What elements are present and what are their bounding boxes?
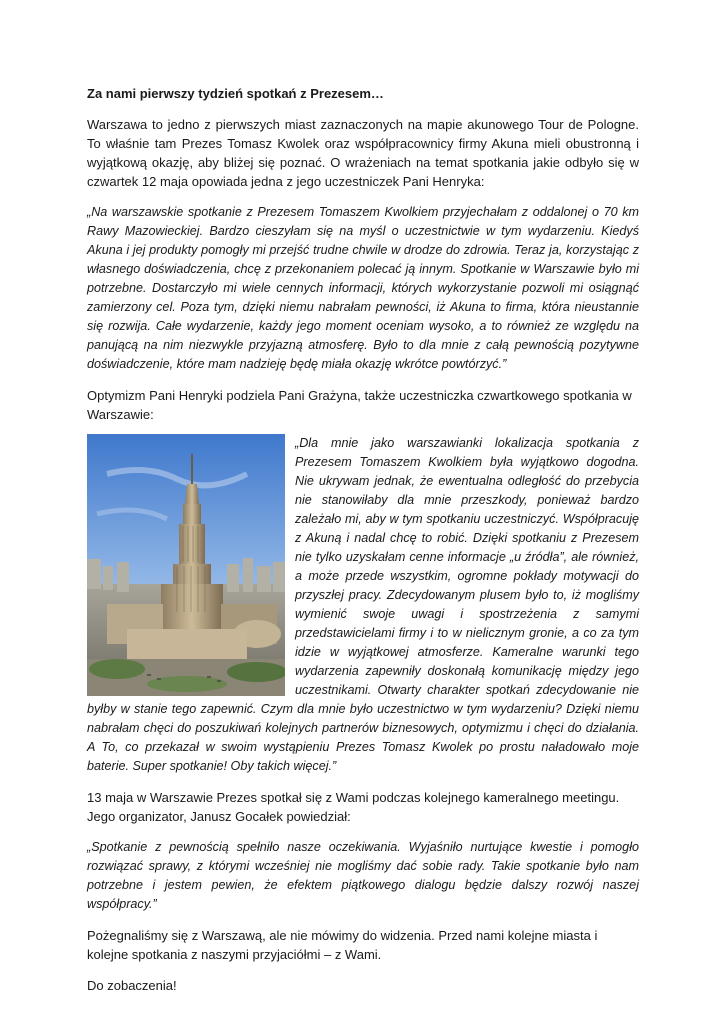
organizer-intro-paragraph: 13 maja w Warszawie Prezes spotkał się z Wami podczas kolejnego kameralnego meetingu. Jego organizator, Janusz Gocałek powiedział: xyxy=(87,790,620,824)
grazyna-intro-paragraph: Optymizm Pani Henryki podziela Pani Grażyna, także uczestniczka czwartkowego spotkania w Warszawie: xyxy=(87,388,632,422)
quote-henryka: „Na warszawskie spotkanie z Prezesem Tomaszem Kwolkiem przyjechałam z oddalonej o 70 km Rawy Mazowieckiej. Bardzo cieszyłam się na myśl o uczestnictwie w tym wydarzeniu. Kiedyś Akuna i jej produkty pomogły mi przejść trudne chwile w drodze do zdrowia. Teraz ja, korzystając z własnego doświadczenia, chcę z przekonaniem polecać ją innym. Spotkanie w Warszawie było mi potrzebne. Dostarczyło mi wiele cennych informacji, których wykorzystanie pozwoli mi osiągnąć zamierzony cel. Poza tym, dzięki niemu nabrałam pewności, iż Akuna to firma, która nieustannie się rozwija. Całe wydarzenie, każdy jego moment oceniam wysoko, a to również ze względu na panującą na nim niezwykle przyjazną atmosferę. Było to dla mnie z całą pewnością pozytywne doświadczenie, które mam nadzieję będę miała okazję wkrótce powtórzyć.” xyxy=(87,205,639,371)
intro-paragraph: Warszawa to jedno z pierwszych miast zaznaczonych na mapie akunowego Tour de Pologne. To właśnie tam Prezes Tomasz Kwolek oraz współpracownicy firmy Akuna mieli obustronną i wyjątkową okazję, aby bliżej się poznać. O wrażeniach na temat spotkania jakie odbyło się w czwartek 12 maja opowiada jedna z jego uczestniczek Pani Henryka: xyxy=(87,117,639,189)
palace-of-culture-image xyxy=(87,434,285,696)
article-title: Za nami pierwszy tydzień spotkań z Prezesem… xyxy=(87,86,384,101)
closing-line: Do zobaczenia! xyxy=(87,978,177,993)
quote-organizer: „Spotkanie z pewnością spełniło nasze oczekiwania. Wyjaśniło nurtujące kwestie i pomogło rozwiązać sprawy, z którymi wcześniej nie mogliśmy dać sobie rady. Takie spotkanie było nam potrzebne i jestem pewien, że efektem piątkowego dialogu będzie dalszy rozwój naszej współpracy.” xyxy=(87,840,639,911)
farewell-paragraph: Pożegnaliśmy się z Warszawą, ale nie mówimy do widzenia. Przed nami kolejne miasta i kolejne spotkania z naszymi przyjaciółmi – z Wami. xyxy=(87,928,598,962)
article-body xyxy=(87,84,639,995)
grazyna-quote-block xyxy=(87,434,639,776)
quote-grazyna: „Dla mnie jako warszawianki lokalizacja spotkania z Prezesem Tomaszem Kwolkiem była wyjątkowo dogodna. Nie ukrywam jednak, że ewentualna odległość do przebycia nie stanowiłaby dla mnie przeszkody, ponieważ bardzo zależało mi, aby w tym spotkaniu uczestniczyć. Współpracuję z Akuną i nadal chcę to robić. Dzięki spotkaniu z Prezesem nie tylko uzyskałam cenne informacje „u źródła”, ale również, a może przede wszystkim, ogromne pokłady motywacji do przyszłej pracy. Zdecydowanym plusem było to, iż mogliśmy wymienić swoje uwagi i spostrzeżenia z samymi przedstawicielami firmy i to w nielicznym gronie, a co za tym idzie w wyjątkowej atmosferze. Kameralne warunki tego wydarzenia zapewniły doskonałą komunikację między jego uczestnikami. Otwarty charakter spotkań zdecydowanie nie byłby w stanie tego zapewnić. Czym dla mnie było uczestnictwo w tym wydarzeniu? Dzięki niemu nabrałam chęci do poszukiwań kolejnych partnerów biznesowych, optymizmu i chęci do działania. A To, co przekazał w swoim wystąpieniu Prezes Tomasz Kwolek po prostu naładowało moje baterie. Super spotkanie! Oby takich więcej.” xyxy=(87,436,639,773)
palace-of-culture-photo xyxy=(87,434,285,696)
